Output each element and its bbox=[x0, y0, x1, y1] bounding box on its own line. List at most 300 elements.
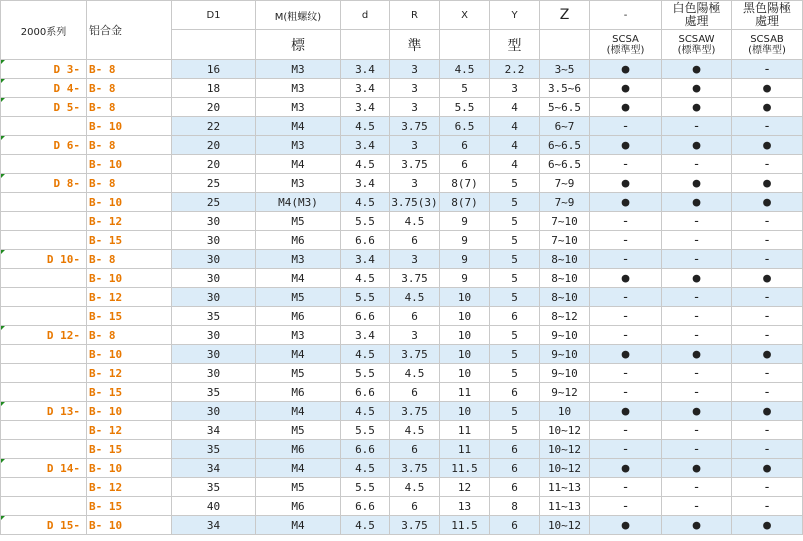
cell-d1: 35 bbox=[172, 478, 256, 497]
cell-x: 10 bbox=[440, 364, 490, 383]
d-code: D 4- bbox=[1, 79, 87, 98]
cell-y: 5 bbox=[490, 212, 540, 231]
avail-std: - bbox=[590, 231, 662, 250]
b-code: B- 12 bbox=[87, 421, 172, 440]
cell-x: 8(7) bbox=[440, 193, 490, 212]
cell-z: 7~9 bbox=[540, 174, 590, 193]
cell-d: 4.5 bbox=[341, 269, 390, 288]
avail-std: ● bbox=[590, 174, 662, 193]
cell-d1: 30 bbox=[172, 231, 256, 250]
avail-white: - bbox=[662, 326, 732, 345]
note-marker-icon bbox=[1, 79, 5, 83]
cell-m: M6 bbox=[256, 383, 341, 402]
cell-d1: 25 bbox=[172, 193, 256, 212]
avail-white: - bbox=[662, 383, 732, 402]
cell-d1: 35 bbox=[172, 383, 256, 402]
avail-white: ● bbox=[662, 98, 732, 117]
avail-black: ● bbox=[732, 79, 803, 98]
avail-white: - bbox=[662, 497, 732, 516]
avail-std: - bbox=[590, 326, 662, 345]
avail-std: - bbox=[590, 288, 662, 307]
table-row bbox=[1, 193, 803, 212]
table-row bbox=[1, 440, 803, 459]
cell-x: 6 bbox=[440, 136, 490, 155]
avail-std: ● bbox=[590, 345, 662, 364]
cell-x: 11 bbox=[440, 440, 490, 459]
cell-d: 5.5 bbox=[341, 364, 390, 383]
cell-y: 2.2 bbox=[490, 60, 540, 79]
cell-r: 3.75(3) bbox=[390, 193, 440, 212]
avail-std: ● bbox=[590, 516, 662, 535]
cell-z: 6~7 bbox=[540, 117, 590, 136]
standard-char-2: 準 bbox=[390, 30, 440, 60]
b-code: B- 10 bbox=[87, 193, 172, 212]
col-m: M(粗螺纹) bbox=[256, 1, 341, 30]
cell-x: 11.5 bbox=[440, 459, 490, 478]
cell-z: 3~5 bbox=[540, 60, 590, 79]
cell-z: 3.5~6 bbox=[540, 79, 590, 98]
cell-x: 11.5 bbox=[440, 516, 490, 535]
table-row bbox=[1, 269, 803, 288]
cell-r: 3.75 bbox=[390, 269, 440, 288]
b-code: B- 12 bbox=[87, 478, 172, 497]
avail-black: - bbox=[732, 288, 803, 307]
suffix-black: SCSAB (標準型) bbox=[732, 30, 803, 60]
cell-r: 3 bbox=[390, 60, 440, 79]
cell-y: 4 bbox=[490, 136, 540, 155]
table-row bbox=[1, 98, 803, 117]
avail-std: ● bbox=[590, 136, 662, 155]
cell-r: 4.5 bbox=[390, 288, 440, 307]
cell-z: 11~13 bbox=[540, 497, 590, 516]
cell-r: 4.5 bbox=[390, 212, 440, 231]
avail-std: ● bbox=[590, 98, 662, 117]
avail-std: ● bbox=[590, 193, 662, 212]
cell-d: 6.6 bbox=[341, 497, 390, 516]
d-code: D 10- bbox=[1, 250, 87, 269]
avail-std: - bbox=[590, 117, 662, 136]
d-code bbox=[1, 364, 87, 383]
table-row bbox=[1, 174, 803, 193]
b-code: B- 10 bbox=[87, 402, 172, 421]
d-code bbox=[1, 117, 87, 136]
cell-z: 10 bbox=[540, 402, 590, 421]
cell-r: 4.5 bbox=[390, 478, 440, 497]
cell-m: M4 bbox=[256, 269, 341, 288]
table-row bbox=[1, 383, 803, 402]
cell-y: 6 bbox=[490, 440, 540, 459]
cell-y: 4 bbox=[490, 155, 540, 174]
cell-r: 6 bbox=[390, 440, 440, 459]
cell-z: 9~12 bbox=[540, 383, 590, 402]
cell-x: 5.5 bbox=[440, 98, 490, 117]
d-code bbox=[1, 155, 87, 174]
cell-x: 6.5 bbox=[440, 117, 490, 136]
avail-black: ● bbox=[732, 459, 803, 478]
cell-r: 3 bbox=[390, 136, 440, 155]
cell-x: 10 bbox=[440, 288, 490, 307]
note-marker-icon bbox=[1, 60, 5, 64]
d-code bbox=[1, 231, 87, 250]
cell-d1: 35 bbox=[172, 307, 256, 326]
cell-r: 3 bbox=[390, 79, 440, 98]
standard-blank-2 bbox=[341, 30, 390, 60]
cell-d1: 30 bbox=[172, 345, 256, 364]
avail-white: ● bbox=[662, 193, 732, 212]
cell-d1: 30 bbox=[172, 212, 256, 231]
avail-white: - bbox=[662, 478, 732, 497]
cell-d: 4.5 bbox=[341, 155, 390, 174]
header-row-1 bbox=[1, 1, 803, 30]
cell-m: M5 bbox=[256, 478, 341, 497]
cell-m: M3 bbox=[256, 174, 341, 193]
cell-z: 10~12 bbox=[540, 459, 590, 478]
avail-white: - bbox=[662, 231, 732, 250]
avail-white: ● bbox=[662, 136, 732, 155]
cell-x: 10 bbox=[440, 307, 490, 326]
table-row bbox=[1, 345, 803, 364]
cell-y: 4 bbox=[490, 98, 540, 117]
cell-m: M3 bbox=[256, 136, 341, 155]
d-code: D 14- bbox=[1, 459, 87, 478]
cell-m: M6 bbox=[256, 440, 341, 459]
cell-y: 4 bbox=[490, 117, 540, 136]
cell-x: 11 bbox=[440, 421, 490, 440]
cell-r: 4.5 bbox=[390, 364, 440, 383]
cell-y: 6 bbox=[490, 516, 540, 535]
d-code bbox=[1, 307, 87, 326]
cell-d1: 30 bbox=[172, 269, 256, 288]
cell-m: M4 bbox=[256, 516, 341, 535]
cell-m: M3 bbox=[256, 60, 341, 79]
cell-r: 3 bbox=[390, 98, 440, 117]
standard-blank-3 bbox=[440, 30, 490, 60]
cell-y: 5 bbox=[490, 326, 540, 345]
b-code: B- 8 bbox=[87, 174, 172, 193]
cell-d1: 22 bbox=[172, 117, 256, 136]
cell-d: 4.5 bbox=[341, 516, 390, 535]
avail-white: - bbox=[662, 250, 732, 269]
avail-black: - bbox=[732, 497, 803, 516]
col-d1: D1 bbox=[172, 1, 256, 30]
b-code: B- 15 bbox=[87, 307, 172, 326]
cell-z: 5~6.5 bbox=[540, 98, 590, 117]
avail-std: - bbox=[590, 155, 662, 174]
cell-d1: 16 bbox=[172, 60, 256, 79]
avail-std: - bbox=[590, 212, 662, 231]
cell-d: 3.4 bbox=[341, 136, 390, 155]
cell-y: 5 bbox=[490, 288, 540, 307]
d-code: D 8- bbox=[1, 174, 87, 193]
cell-z: 7~10 bbox=[540, 212, 590, 231]
cell-r: 3.75 bbox=[390, 402, 440, 421]
cell-x: 6 bbox=[440, 155, 490, 174]
suffix-std: SCSA (標準型) bbox=[590, 30, 662, 60]
cell-d: 6.6 bbox=[341, 307, 390, 326]
table-row bbox=[1, 497, 803, 516]
cell-z: 6~6.5 bbox=[540, 155, 590, 174]
d-code: D 3- bbox=[1, 60, 87, 79]
note-marker-icon bbox=[1, 459, 5, 463]
avail-black: - bbox=[732, 250, 803, 269]
cell-y: 8 bbox=[490, 497, 540, 516]
avail-std: - bbox=[590, 307, 662, 326]
standard-char-3: 型 bbox=[490, 30, 540, 60]
cell-y: 5 bbox=[490, 250, 540, 269]
cell-r: 6 bbox=[390, 307, 440, 326]
d-code bbox=[1, 345, 87, 364]
cell-z: 8~10 bbox=[540, 269, 590, 288]
b-code: B- 12 bbox=[87, 364, 172, 383]
cell-z: 9~10 bbox=[540, 345, 590, 364]
series-header: 2000系列 bbox=[1, 1, 87, 60]
d-code bbox=[1, 421, 87, 440]
cell-d: 6.6 bbox=[341, 383, 390, 402]
cell-r: 3.75 bbox=[390, 345, 440, 364]
col-white: 白色陽極處理 bbox=[662, 1, 732, 30]
avail-white: - bbox=[662, 155, 732, 174]
avail-black: ● bbox=[732, 345, 803, 364]
d-code: D 15- bbox=[1, 516, 87, 535]
cell-x: 9 bbox=[440, 250, 490, 269]
avail-std: ● bbox=[590, 402, 662, 421]
cell-m: M5 bbox=[256, 288, 341, 307]
avail-black: ● bbox=[732, 136, 803, 155]
d-code bbox=[1, 478, 87, 497]
table-row bbox=[1, 231, 803, 250]
cell-x: 9 bbox=[440, 269, 490, 288]
b-code: B- 8 bbox=[87, 250, 172, 269]
b-code: B- 10 bbox=[87, 117, 172, 136]
avail-std: - bbox=[590, 250, 662, 269]
cell-r: 6 bbox=[390, 231, 440, 250]
table-row bbox=[1, 364, 803, 383]
table-row bbox=[1, 307, 803, 326]
cell-z: 9~10 bbox=[540, 364, 590, 383]
col-y: Y bbox=[490, 1, 540, 30]
cell-r: 3 bbox=[390, 326, 440, 345]
cell-m: M6 bbox=[256, 497, 341, 516]
avail-black: ● bbox=[732, 98, 803, 117]
avail-black: ● bbox=[732, 193, 803, 212]
avail-std: - bbox=[590, 497, 662, 516]
cell-z: 11~13 bbox=[540, 478, 590, 497]
cell-m: M4 bbox=[256, 155, 341, 174]
d-code bbox=[1, 193, 87, 212]
cell-m: M4 bbox=[256, 402, 341, 421]
avail-std: ● bbox=[590, 269, 662, 288]
cell-d: 5.5 bbox=[341, 288, 390, 307]
cell-z: 8~10 bbox=[540, 250, 590, 269]
cell-d1: 20 bbox=[172, 136, 256, 155]
cell-x: 8(7) bbox=[440, 174, 490, 193]
cell-z: 10~12 bbox=[540, 440, 590, 459]
b-code: B- 10 bbox=[87, 155, 172, 174]
cell-x: 10 bbox=[440, 402, 490, 421]
cell-d: 3.4 bbox=[341, 174, 390, 193]
cell-y: 6 bbox=[490, 478, 540, 497]
d-code bbox=[1, 383, 87, 402]
cell-y: 6 bbox=[490, 459, 540, 478]
cell-z: 8~10 bbox=[540, 288, 590, 307]
b-code: B- 8 bbox=[87, 79, 172, 98]
cell-r: 3.75 bbox=[390, 516, 440, 535]
avail-std: ● bbox=[590, 79, 662, 98]
cell-y: 5 bbox=[490, 402, 540, 421]
cell-y: 5 bbox=[490, 269, 540, 288]
cell-d: 4.5 bbox=[341, 193, 390, 212]
cell-d: 5.5 bbox=[341, 212, 390, 231]
cell-z: 7~10 bbox=[540, 231, 590, 250]
alloy-header: 铝合金 bbox=[87, 1, 172, 60]
col-z: Z bbox=[540, 1, 590, 30]
table-row bbox=[1, 478, 803, 497]
d-code: D 5- bbox=[1, 98, 87, 117]
cell-d1: 34 bbox=[172, 421, 256, 440]
b-code: B- 10 bbox=[87, 459, 172, 478]
avail-white: ● bbox=[662, 459, 732, 478]
avail-white: - bbox=[662, 440, 732, 459]
cell-y: 5 bbox=[490, 174, 540, 193]
cell-m: M3 bbox=[256, 250, 341, 269]
cell-z: 9~10 bbox=[540, 326, 590, 345]
avail-white: ● bbox=[662, 269, 732, 288]
cell-y: 5 bbox=[490, 193, 540, 212]
note-marker-icon bbox=[1, 326, 5, 330]
avail-black: - bbox=[732, 212, 803, 231]
cell-d: 4.5 bbox=[341, 117, 390, 136]
b-code: B- 10 bbox=[87, 345, 172, 364]
avail-black: - bbox=[732, 421, 803, 440]
b-code: B- 8 bbox=[87, 60, 172, 79]
avail-white: - bbox=[662, 364, 732, 383]
avail-white: ● bbox=[662, 79, 732, 98]
cell-y: 6 bbox=[490, 383, 540, 402]
cell-y: 5 bbox=[490, 364, 540, 383]
avail-std: - bbox=[590, 364, 662, 383]
col-r: R bbox=[390, 1, 440, 30]
avail-black: - bbox=[732, 326, 803, 345]
cell-d1: 30 bbox=[172, 326, 256, 345]
avail-std: ● bbox=[590, 60, 662, 79]
d-code bbox=[1, 288, 87, 307]
cell-m: M6 bbox=[256, 231, 341, 250]
cell-r: 6 bbox=[390, 497, 440, 516]
cell-d1: 34 bbox=[172, 516, 256, 535]
avail-std: - bbox=[590, 440, 662, 459]
b-code: B- 8 bbox=[87, 326, 172, 345]
cell-d1: 30 bbox=[172, 364, 256, 383]
col-black: 黑色陽極處理 bbox=[732, 1, 803, 30]
table-row bbox=[1, 516, 803, 535]
cell-z: 7~9 bbox=[540, 193, 590, 212]
d-code: D 13- bbox=[1, 402, 87, 421]
cell-r: 6 bbox=[390, 383, 440, 402]
note-marker-icon bbox=[1, 250, 5, 254]
b-code: B- 12 bbox=[87, 212, 172, 231]
b-code: B- 15 bbox=[87, 497, 172, 516]
cell-y: 6 bbox=[490, 307, 540, 326]
avail-white: ● bbox=[662, 60, 732, 79]
table-row bbox=[1, 250, 803, 269]
cell-d1: 25 bbox=[172, 174, 256, 193]
cell-z: 8~12 bbox=[540, 307, 590, 326]
b-code: B- 15 bbox=[87, 440, 172, 459]
cell-d: 3.4 bbox=[341, 250, 390, 269]
col-x: X bbox=[440, 1, 490, 30]
cell-d1: 20 bbox=[172, 155, 256, 174]
cell-m: M4 bbox=[256, 345, 341, 364]
cell-x: 11 bbox=[440, 383, 490, 402]
cell-d: 3.4 bbox=[341, 79, 390, 98]
col-std: - bbox=[590, 1, 662, 30]
cell-d: 6.6 bbox=[341, 440, 390, 459]
standard-char-1: 標 bbox=[256, 30, 341, 60]
avail-black: - bbox=[732, 307, 803, 326]
cell-x: 10 bbox=[440, 326, 490, 345]
note-marker-icon bbox=[1, 516, 5, 520]
avail-black: - bbox=[732, 155, 803, 174]
cell-m: M3 bbox=[256, 98, 341, 117]
avail-white: - bbox=[662, 212, 732, 231]
cell-d1: 18 bbox=[172, 79, 256, 98]
d-code bbox=[1, 269, 87, 288]
cell-m: M4 bbox=[256, 459, 341, 478]
cell-x: 4.5 bbox=[440, 60, 490, 79]
avail-std: - bbox=[590, 383, 662, 402]
cell-r: 3.75 bbox=[390, 155, 440, 174]
avail-black: - bbox=[732, 383, 803, 402]
avail-white: - bbox=[662, 307, 732, 326]
cell-x: 12 bbox=[440, 478, 490, 497]
note-marker-icon bbox=[1, 402, 5, 406]
table-row bbox=[1, 117, 803, 136]
b-code: B- 10 bbox=[87, 516, 172, 535]
note-marker-icon bbox=[1, 98, 5, 102]
avail-black: ● bbox=[732, 174, 803, 193]
cell-m: M3 bbox=[256, 79, 341, 98]
cell-d1: 34 bbox=[172, 459, 256, 478]
d-code: D 12- bbox=[1, 326, 87, 345]
cell-d1: 40 bbox=[172, 497, 256, 516]
avail-white: ● bbox=[662, 345, 732, 364]
avail-black: - bbox=[732, 440, 803, 459]
b-code: B- 15 bbox=[87, 231, 172, 250]
avail-black: - bbox=[732, 60, 803, 79]
d-code: D 6- bbox=[1, 136, 87, 155]
cell-d: 4.5 bbox=[341, 402, 390, 421]
table-row bbox=[1, 136, 803, 155]
cell-r: 4.5 bbox=[390, 421, 440, 440]
note-marker-icon bbox=[1, 136, 5, 140]
cell-r: 3 bbox=[390, 174, 440, 193]
avail-black: - bbox=[732, 364, 803, 383]
col-d: d bbox=[341, 1, 390, 30]
cell-x: 10 bbox=[440, 345, 490, 364]
standard-blank-1 bbox=[172, 30, 256, 60]
cell-m: M3 bbox=[256, 326, 341, 345]
table-row bbox=[1, 326, 803, 345]
table-row bbox=[1, 212, 803, 231]
cell-m: M5 bbox=[256, 212, 341, 231]
standard-blank-4 bbox=[540, 30, 590, 60]
cell-z: 6~6.5 bbox=[540, 136, 590, 155]
suffix-white: SCSAW (標準型) bbox=[662, 30, 732, 60]
cell-y: 5 bbox=[490, 345, 540, 364]
cell-m: M4(M3) bbox=[256, 193, 341, 212]
cell-r: 3.75 bbox=[390, 117, 440, 136]
b-code: B- 10 bbox=[87, 269, 172, 288]
